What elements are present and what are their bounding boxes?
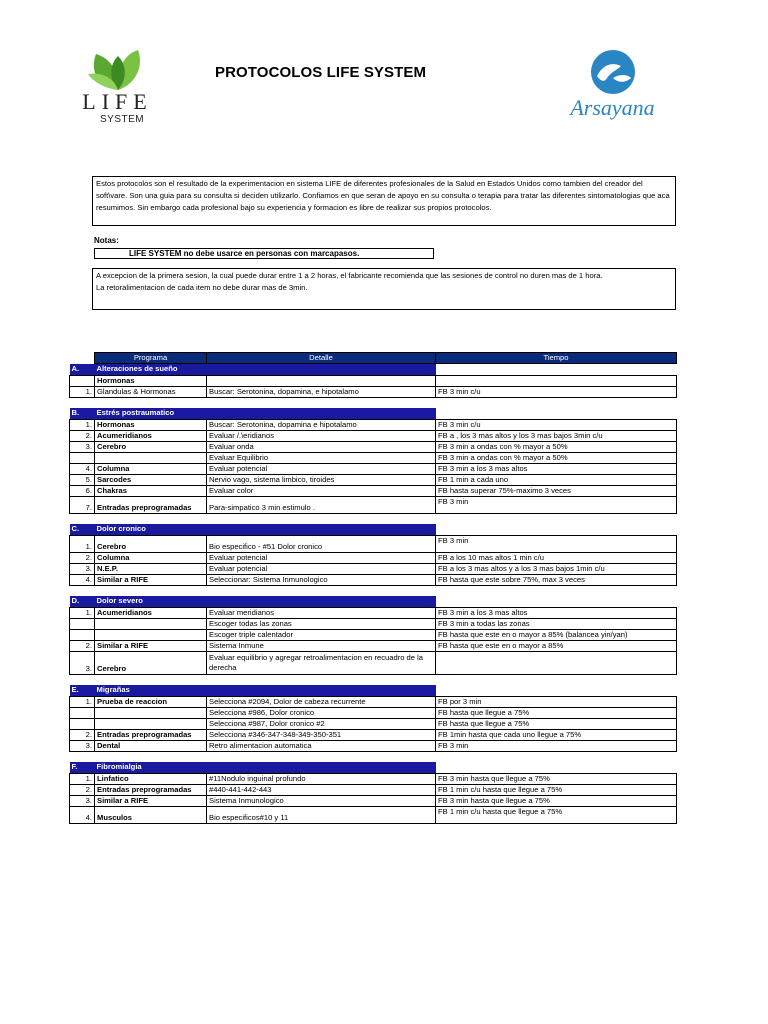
program-name: Acumeridianos — [95, 430, 207, 441]
time-text: FB 3 min c/u — [436, 419, 677, 430]
row-number: 1. — [70, 419, 95, 430]
section-header — [70, 685, 677, 697]
row-number: 2. — [70, 640, 95, 651]
gap-cell — [70, 585, 677, 596]
section-spacer — [436, 524, 677, 536]
detail-text: Bio especificos#10 y 11 — [207, 806, 436, 823]
program-name — [95, 618, 207, 629]
row-number — [70, 618, 95, 629]
row-number — [70, 718, 95, 729]
table-row — [70, 574, 677, 585]
time-text: FB 3 min a ondas con % mayor a 50% — [436, 452, 677, 463]
table-row — [70, 496, 677, 513]
section-header — [70, 596, 677, 608]
program-name: Sarcodes — [95, 474, 207, 485]
program-name: Chakras — [95, 485, 207, 496]
life-system-logo — [70, 48, 165, 132]
row-number: 1. — [70, 386, 95, 397]
leaves-icon — [88, 48, 148, 92]
program-name: Musculos — [95, 806, 207, 823]
row-number: 2. — [70, 552, 95, 563]
gap-cell — [70, 397, 677, 408]
program-name: Entradas preprogramadas — [95, 496, 207, 513]
row-number: 1. — [70, 535, 95, 552]
detail-text: Retro alimentacion automatica — [207, 740, 436, 751]
section-title: Migrañas — [95, 685, 436, 697]
section-letter: A. — [70, 364, 95, 376]
program-name: Linfatico — [95, 773, 207, 784]
row-number: 7. — [70, 496, 95, 513]
program-name: Cerebro — [95, 651, 207, 674]
column-header-programa: Programa — [95, 353, 207, 364]
time-text: FB 3 min a los 3 mas altos — [436, 607, 677, 618]
table-row — [70, 485, 677, 496]
arsayana-logo — [555, 48, 670, 138]
arsayana-logo-word: Arsayana — [570, 95, 655, 120]
detail-text: Evaluar color — [207, 485, 436, 496]
gap-cell — [70, 513, 677, 524]
table-row — [70, 640, 677, 651]
table-row — [70, 773, 677, 784]
table-row — [70, 386, 677, 397]
table-row — [70, 474, 677, 485]
table-row — [70, 629, 677, 640]
section-title: Alteraciones de sueño — [95, 364, 436, 376]
section-letter: B. — [70, 408, 95, 420]
time-text: FB 3 min a los 3 mas altos — [436, 463, 677, 474]
time-text — [436, 651, 677, 674]
detail-text: Para-simpatico 3 min estimulo . — [207, 496, 436, 513]
row-number: 1. — [70, 696, 95, 707]
time-text: FB 3 min hasta que llegue a 75% — [436, 795, 677, 806]
section-spacer — [436, 408, 677, 420]
detail-text: Evaluar potencial — [207, 552, 436, 563]
time-text: FB 3 min — [436, 496, 677, 513]
section-header — [70, 524, 677, 536]
protocol-table — [69, 352, 677, 824]
row-number — [70, 452, 95, 463]
row-number: 4. — [70, 806, 95, 823]
table-row — [70, 651, 677, 674]
detail-text: Nervio vago, sistema limbico, tiroides — [207, 474, 436, 485]
program-name: Cerebro — [95, 441, 207, 452]
arsayana-emblem-icon — [583, 48, 643, 96]
section-gap — [70, 751, 677, 762]
section-gap — [70, 585, 677, 596]
section-header — [70, 408, 677, 420]
detail-text: Selecciona #987, Dolor cronico #2 — [207, 718, 436, 729]
section-spacer — [436, 762, 677, 774]
time-text: FB 3 min a todas las zonas — [436, 618, 677, 629]
program-name: Columna — [95, 552, 207, 563]
program-name: Similar a RIFE — [95, 574, 207, 585]
detail-text: Evaluar potencial — [207, 463, 436, 474]
time-text: FB 1 min c/u hasta que llegue a 75% — [436, 806, 677, 823]
program-name: Acumeridianos — [95, 607, 207, 618]
detail-text: Evaluar meridianos — [207, 607, 436, 618]
table-row — [70, 552, 677, 563]
program-name: Hormonas — [95, 375, 207, 386]
time-text: FB 3 min — [436, 740, 677, 751]
time-text: FB 1 min a cada uno — [436, 474, 677, 485]
detail-text: #440-441-442-443 — [207, 784, 436, 795]
detail-text: Selecciona #2094, Dolor de cabeza recurrente — [207, 696, 436, 707]
row-number — [70, 375, 95, 386]
row-number: 4. — [70, 463, 95, 474]
detail-text: Evaluar potencial — [207, 563, 436, 574]
detail-text: Evaluar equilibrio y agregar retroalimentacion en recuadro de la derecha — [207, 651, 436, 674]
table-row — [70, 707, 677, 718]
section-title: Dolor cronico — [95, 524, 436, 536]
row-number: 1. — [70, 773, 95, 784]
detail-text: Evaluar Equilibrio — [207, 452, 436, 463]
time-text: FB a los 3 mas altos y a los 3 mas bajos 1min c/u — [436, 563, 677, 574]
program-name: Entradas preprogramadas — [95, 729, 207, 740]
table-row — [70, 463, 677, 474]
row-number: 3. — [70, 563, 95, 574]
table-row — [70, 718, 677, 729]
section-gap — [70, 674, 677, 685]
row-number: 4. — [70, 574, 95, 585]
detail-text: Selecciona #986, Dolor cronico — [207, 707, 436, 718]
time-text: FB 1 min c/u hasta que llegue a 75% — [436, 784, 677, 795]
table-row — [70, 618, 677, 629]
program-name — [95, 629, 207, 640]
time-text: FB hasta que llegue a 75% — [436, 707, 677, 718]
time-text: FB a , los 3 mas altos y los 3 mas bajos 3min c/u — [436, 430, 677, 441]
time-text: FB hasta superar 75%-maximo 3 veces — [436, 485, 677, 496]
gap-cell — [70, 751, 677, 762]
time-text: FB hasta que llegue a 75% — [436, 718, 677, 729]
row-number: 1. — [70, 607, 95, 618]
table-row — [70, 795, 677, 806]
program-name: Entradas preprogramadas — [95, 784, 207, 795]
page-title: PROTOCOLOS LIFE SYSTEM — [215, 64, 427, 81]
header-spacer — [70, 353, 95, 364]
detail-text: Seleccionar: Sistema Inmunologico — [207, 574, 436, 585]
table-row — [70, 375, 677, 386]
notes-label: Notas: — [94, 236, 119, 245]
detail-text: Escoger todas las zonas — [207, 618, 436, 629]
table-row — [70, 563, 677, 574]
table-row — [70, 729, 677, 740]
time-text: FB 3 min — [436, 535, 677, 552]
program-name: Similar a RIFE — [95, 795, 207, 806]
program-name — [95, 718, 207, 729]
program-name — [95, 452, 207, 463]
detail-text: #11Nodulo inguinal profundo — [207, 773, 436, 784]
section-title: Fibromialgia — [95, 762, 436, 774]
section-letter: C. — [70, 524, 95, 536]
time-text: FB 1min hasta que cada uno llegue a 75% — [436, 729, 677, 740]
time-text: FB 3 min a ondas con % mayor a 50% — [436, 441, 677, 452]
detail-text: Evaluar /.\eridianos — [207, 430, 436, 441]
program-name: Prueba de reaccion — [95, 696, 207, 707]
table-row — [70, 806, 677, 823]
table-row — [70, 430, 677, 441]
row-number: 3. — [70, 795, 95, 806]
program-name: Glandulas & Hormonas — [95, 386, 207, 397]
row-number: 2. — [70, 784, 95, 795]
row-number — [70, 629, 95, 640]
table-row — [70, 535, 677, 552]
section-gap — [70, 397, 677, 408]
program-name: Hormonas — [95, 419, 207, 430]
row-number: 2. — [70, 729, 95, 740]
table-row — [70, 696, 677, 707]
pacemaker-warning: LIFE SYSTEM no debe usarce en personas con marcapasos. — [94, 248, 434, 259]
program-name: Columna — [95, 463, 207, 474]
section-title: Dolor severo — [95, 596, 436, 608]
time-text: FB hasta que este en o mayor a 85% — [436, 640, 677, 651]
table-row — [70, 452, 677, 463]
section-spacer — [436, 364, 677, 376]
program-name: Cerebro — [95, 535, 207, 552]
section-header — [70, 364, 677, 376]
program-name — [95, 707, 207, 718]
detail-text: Evaluar onda — [207, 441, 436, 452]
detail-text — [207, 375, 436, 386]
session-notes: A excepcion de la primera sesion, la cual puede durar entre 1 a 2 horas, el fabricante recomienda que las sesiones de control no duren mas de 1 hora. La retoralimentacion de cada item no debe durar mas de 3min. — [92, 268, 676, 310]
section-letter: F. — [70, 762, 95, 774]
section-header — [70, 762, 677, 774]
gap-cell — [70, 674, 677, 685]
life-logo-word: LIFE — [82, 89, 153, 114]
program-name: N.E.P. — [95, 563, 207, 574]
row-number: 5. — [70, 474, 95, 485]
column-header-detalle: Detalle — [207, 353, 436, 364]
time-text — [436, 375, 677, 386]
program-name: Dental — [95, 740, 207, 751]
time-text: FB a los 10 mas altos 1 min c/u — [436, 552, 677, 563]
section-spacer — [436, 685, 677, 697]
row-number — [70, 707, 95, 718]
table-row — [70, 784, 677, 795]
table-row — [70, 441, 677, 452]
time-text: FB por 3 min — [436, 696, 677, 707]
section-gap — [70, 513, 677, 524]
row-number: 6. — [70, 485, 95, 496]
detail-text: Sistema Inmune — [207, 640, 436, 651]
column-header-tiempo: Tiempo — [436, 353, 677, 364]
section-title: Estrés postraumatico — [95, 408, 436, 420]
time-text: FB hasta que este sobre 75%, max 3 veces — [436, 574, 677, 585]
section-letter: D. — [70, 596, 95, 608]
row-number: 3. — [70, 441, 95, 452]
detail-text: Selecciona #346-347-348-349-350-351 — [207, 729, 436, 740]
row-number: 2. — [70, 430, 95, 441]
table-row — [70, 740, 677, 751]
time-text: FB 3 min c/u — [436, 386, 677, 397]
time-text: FB hasta que este en o mayor a 85% (balancea yin/yan) — [436, 629, 677, 640]
row-number: 3. — [70, 651, 95, 674]
table-row — [70, 419, 677, 430]
program-name: Similar a RIFE — [95, 640, 207, 651]
section-letter: E. — [70, 685, 95, 697]
table-header-row — [70, 353, 677, 364]
detail-text: Sistema Inmunologico — [207, 795, 436, 806]
detail-text: Escoger triple calentador — [207, 629, 436, 640]
table-row — [70, 607, 677, 618]
row-number: 3. — [70, 740, 95, 751]
detail-text: Buscar: Serotonina, dopamina e hipotalamo — [207, 419, 436, 430]
section-spacer — [436, 596, 677, 608]
detail-text: Buscar: Serotonina, dopamina, e hipotalamo — [207, 386, 436, 397]
intro-text: Estos protocolos son el resultado de la experimentacion en sistema LIFE de diferentes profesionales de la Salud en Estados Unidos como tambien del creador del soft\vare. Son una guia para su consulta si deciden utilizarlo. Confiamos en que seran de apoyo en su consulta o terapia para tratar las diferentes sintomatologias que aca resumimos. Sin embargo cada profesional bajo su experiencia y formacion es libre de realizar sus propios protocolos. — [92, 176, 676, 226]
detail-text: Bio especifico - #51 Dolor cronico — [207, 535, 436, 552]
life-logo-sub: SYSTEM — [100, 114, 145, 125]
time-text: FB 3 min hasta que llegue a 75% — [436, 773, 677, 784]
